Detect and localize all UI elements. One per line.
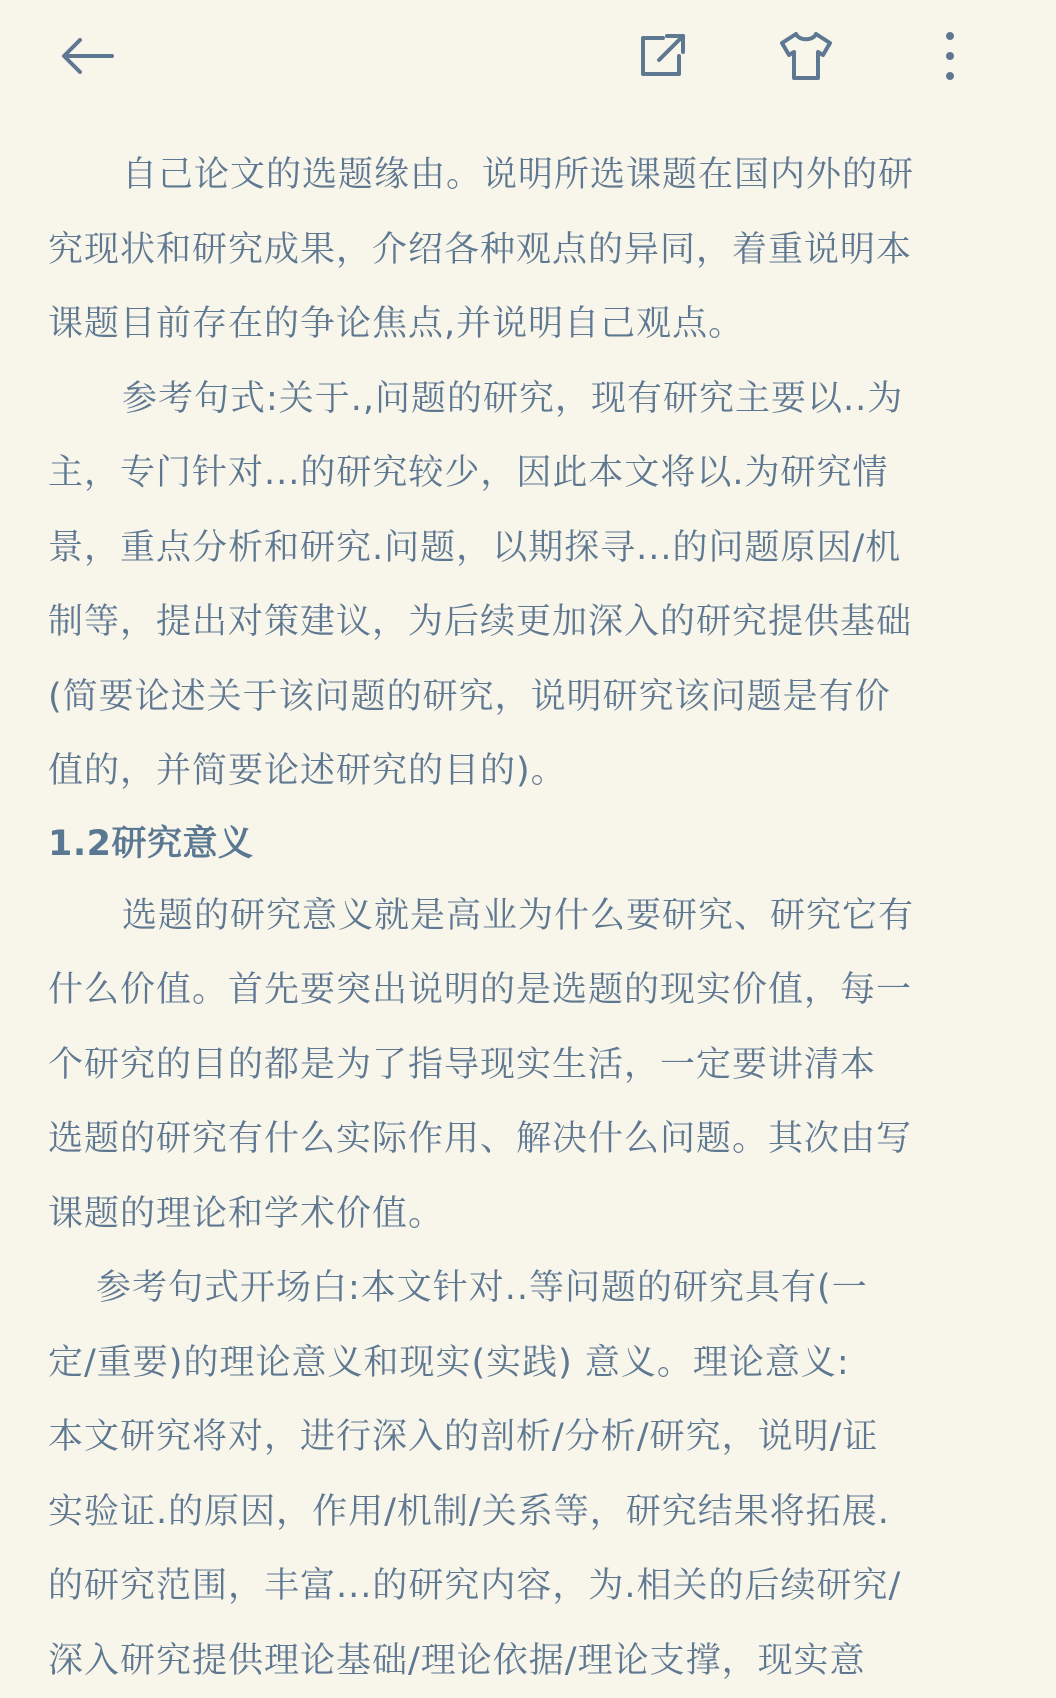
tshirt-theme-icon bbox=[776, 28, 836, 84]
article-text-line: 定/重要)的理论意义和现实(实践) 意义。理论意义: bbox=[48, 1326, 1000, 1401]
external-share-icon bbox=[635, 28, 691, 84]
article-text-line: 主，专门针对...的研究较少，因此本文将以.为研究情 bbox=[48, 436, 1000, 511]
article-text-line: 制等，提出对策建议，为后续更加深入的研究提供基础 bbox=[48, 585, 1000, 660]
back-button[interactable] bbox=[52, 24, 124, 88]
article-text-line: 深入研究提供理论基础/理论依据/理论支撑，现实意 bbox=[48, 1624, 1000, 1698]
theme-button[interactable] bbox=[770, 24, 842, 88]
article-text-line: 究现状和研究成果，介绍各种观点的异同，着重说明本 bbox=[48, 213, 1000, 288]
article-text-line: 参考句式开场白:本文针对..等问题的研究具有(一 bbox=[48, 1251, 1000, 1326]
article-text-line: 实验证.的原因，作用/机制/关系等，研究结果将拓展. bbox=[48, 1475, 1000, 1550]
article-text-line: 选题的研究有什么实际作用、解决什么问题。其次由写 bbox=[48, 1102, 1000, 1177]
article-content bbox=[48, 138, 1000, 1698]
arrow-left-icon bbox=[56, 32, 120, 80]
article-text-line: 参考句式:关于.,问题的研究，现有研究主要以..为 bbox=[48, 362, 1000, 437]
article-text-line: 自己论文的选题缘由。说明所选课题在国内外的研 bbox=[48, 138, 1000, 213]
more-options-button[interactable] bbox=[914, 24, 986, 88]
article-text-line: 本文研究将对，进行深入的剖析/分析/研究，说明/证 bbox=[48, 1400, 1000, 1475]
top-toolbar bbox=[0, 0, 1056, 112]
vertical-dots-icon bbox=[940, 28, 960, 84]
section-heading: 1.2研究意义 bbox=[48, 809, 1000, 879]
article-text-line: (简要论述关于该问题的研究，说明研究该问题是有价 bbox=[48, 660, 1000, 735]
article-text-line: 什么价值。首先要突出说明的是选题的现实价值，每一 bbox=[48, 953, 1000, 1028]
share-button[interactable] bbox=[627, 24, 699, 88]
article-text-line: 课题的理论和学术价值。 bbox=[48, 1177, 1000, 1252]
article-text-line: 的研究范围，丰富...的研究内容，为.相关的后续研究/ bbox=[48, 1549, 1000, 1624]
article-text-line: 课题目前存在的争论焦点,并说明自己观点。 bbox=[48, 287, 1000, 362]
article-text-line: 值的，并简要论述研究的目的)。 bbox=[48, 734, 1000, 809]
article-text-line: 选题的研究意义就是高业为什么要研究、研究它有 bbox=[48, 879, 1000, 954]
article-text-line: 个研究的目的都是为了指导现实生活，一定要讲清本 bbox=[48, 1028, 1000, 1103]
article-text-line: 景，重点分析和研究.问题，以期探寻...的问题原因/机 bbox=[48, 511, 1000, 586]
